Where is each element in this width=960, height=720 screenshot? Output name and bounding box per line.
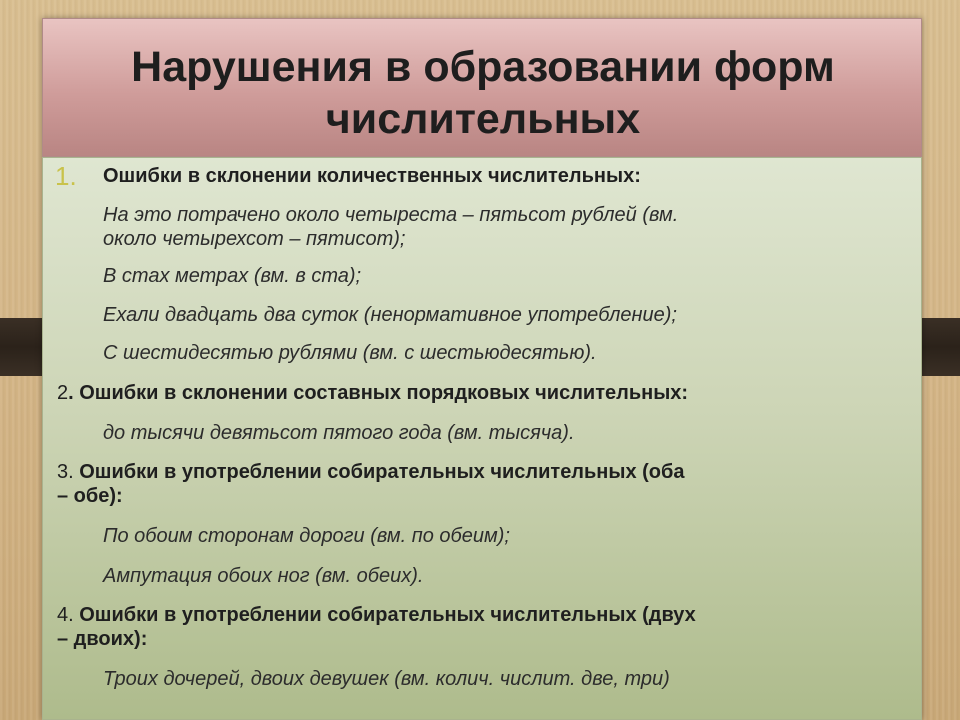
section-1-example-4: С шестидесятью рублями (вм. с шестьюдесятью). (103, 342, 597, 364)
section-2-heading-text: . Ошибки в склонении составных порядковых числительных: (68, 382, 689, 404)
section-3-heading (57, 460, 907, 484)
section-1-example-2: В стах метрах (вм. в ста); (103, 265, 362, 287)
section-1-example-1: На это потрачено около четыреста – пятьсот рублей (вм. (103, 204, 679, 226)
section-1-example-3: Ехали двадцать два суток (ненормативное употребление); (103, 304, 677, 326)
slide-title (43, 41, 923, 145)
section-2-number: 2 (57, 382, 69, 404)
slide (42, 18, 922, 720)
title-line-2: числительных (325, 95, 641, 143)
content-box (42, 157, 922, 720)
section-3-example-1: По обоим сторонам дороги (вм. по обеим); (103, 525, 510, 547)
section-1-number: 1. (55, 161, 77, 191)
section-4-heading-text: Ошибки в употреблении собирательных числительных (двух (79, 604, 696, 626)
section-4-heading-cont: – двоих): (57, 628, 148, 650)
section-4-number: 4. (57, 604, 80, 626)
section-3-heading-text: Ошибки в употреблении собирательных числительных (оба (79, 461, 685, 483)
section-3-number: 3. (57, 461, 80, 483)
section-3-example-2: Ампутация обоих ног (вм. обеих). (103, 565, 424, 587)
section-2-heading (57, 381, 907, 405)
section-3-heading-cont: – обе): (57, 485, 123, 507)
title-box (42, 18, 922, 157)
section-1-example-1-cont: около четырехсот – пятисот); (103, 228, 406, 250)
section-2-example-1: до тысячи девятьсот пятого года (вм. тысяча). (103, 422, 575, 444)
title-line-1: Нарушения в образовании форм (131, 43, 835, 91)
section-1-heading: Ошибки в склонении количественных числительных: (103, 165, 641, 187)
section-4-example-1: Троих дочерей, двоих девушек (вм. колич. числит. две, три) (103, 668, 670, 690)
section-4-heading (57, 603, 907, 627)
